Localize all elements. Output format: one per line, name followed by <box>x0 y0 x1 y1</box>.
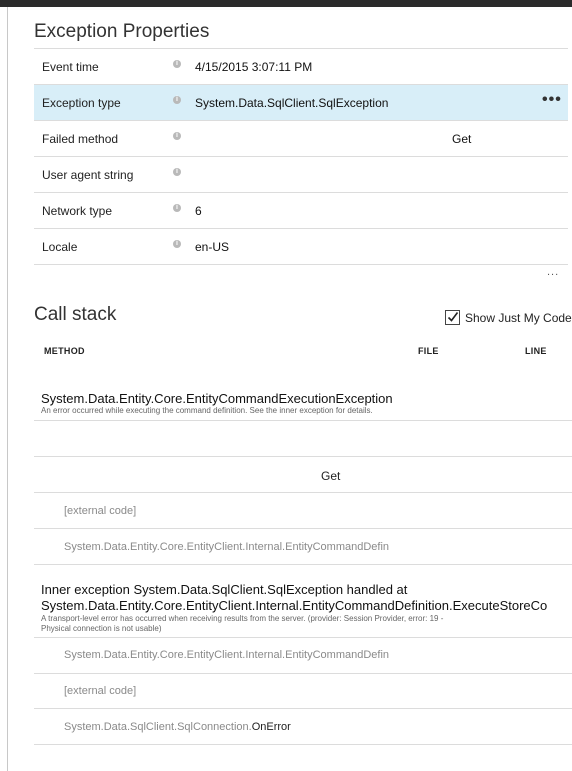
property-row-exception-type[interactable] <box>34 85 568 121</box>
inner-exception-description: A transport-level error has occurred when receiving results from the server. (provider: Session Provider, error: 19 - <box>41 614 444 623</box>
column-header-line[interactable]: LINE <box>525 346 547 356</box>
checkmark-icon <box>447 311 459 323</box>
property-value: 4/15/2015 3:07:11 PM <box>195 60 313 74</box>
property-label: Event time <box>42 60 99 74</box>
info-icon[interactable]: i <box>173 168 181 176</box>
checkbox-box[interactable] <box>445 310 460 325</box>
exception-description: An error occurred while executing the command definition. See the inner exception for details. <box>41 406 373 415</box>
property-row-network-type[interactable] <box>34 193 568 229</box>
property-row-failed-method[interactable] <box>34 121 568 157</box>
frame-method: [external code] <box>64 505 137 517</box>
frame-class: System.Data.SqlClient.SqlConnection. <box>64 721 252 733</box>
frame-method: Get <box>321 469 341 483</box>
property-row-event-time[interactable] <box>34 48 568 85</box>
blade-edge <box>7 7 8 771</box>
property-value: en-US <box>195 240 230 254</box>
stack-frame-entity-command[interactable] <box>34 529 572 565</box>
call-stack-title: Call stack <box>34 304 117 325</box>
more-properties-link[interactable]: ... <box>547 266 560 278</box>
top-bar <box>0 0 572 7</box>
info-icon[interactable]: i <box>173 204 181 212</box>
more-options-button[interactable]: ••• <box>542 91 562 108</box>
property-value: Get <box>452 132 472 146</box>
property-value: 6 <box>195 204 202 218</box>
exception-properties-title: Exception Properties <box>34 21 210 42</box>
inner-exception-line2: System.Data.Entity.Core.EntityClient.Internal.EntityCommandDefinition.ExecuteStoreCo <box>41 598 548 613</box>
exception-title: System.Data.Entity.Core.EntityCommandExecutionException <box>41 391 393 406</box>
frame-method-name: OnError <box>251 721 291 733</box>
property-label: Locale <box>42 240 78 254</box>
info-icon[interactable]: i <box>173 60 181 68</box>
column-header-method[interactable]: METHOD <box>44 346 85 356</box>
show-just-my-code-checkbox[interactable] <box>445 310 572 325</box>
property-value: System.Data.SqlClient.SqlException <box>195 96 389 110</box>
column-header-file[interactable]: FILE <box>418 346 439 356</box>
checkbox-label: Show Just My Code <box>465 310 572 325</box>
info-icon[interactable]: i <box>173 240 181 248</box>
frame-method: [external code] <box>64 685 137 697</box>
info-icon[interactable]: i <box>173 96 181 104</box>
stack-frame-get[interactable] <box>34 457 572 493</box>
property-label: User agent string <box>42 168 134 182</box>
inner-exception-frame[interactable] <box>34 565 572 636</box>
frame-method <box>64 721 291 733</box>
property-row-locale[interactable] <box>34 229 568 265</box>
exception-frame[interactable] <box>34 380 572 421</box>
property-row-user-agent[interactable] <box>34 157 568 193</box>
stack-frame-entity-command-2[interactable] <box>34 637 572 674</box>
stack-frame-external-code-2[interactable] <box>34 673 572 709</box>
properties-table <box>34 48 568 265</box>
property-label: Exception type <box>42 96 121 110</box>
info-icon[interactable]: i <box>173 132 181 140</box>
stack-frame-sql-onerror[interactable] <box>34 709 572 745</box>
stack-frame-external-code[interactable] <box>34 493 572 529</box>
frame-method: System.Data.Entity.Core.EntityClient.Internal.EntityCommandDefin <box>64 649 390 661</box>
stack-frame-empty[interactable] <box>34 421 572 457</box>
property-label: Network type <box>42 204 113 218</box>
inner-exception-line1: Inner exception System.Data.SqlClient.SqlException handled at <box>41 582 408 597</box>
inner-exception-description-cont: Physical connection is not usable) <box>41 624 162 633</box>
frame-method: System.Data.Entity.Core.EntityClient.Internal.EntityCommandDefin <box>64 541 390 553</box>
property-label: Failed method <box>42 132 119 146</box>
